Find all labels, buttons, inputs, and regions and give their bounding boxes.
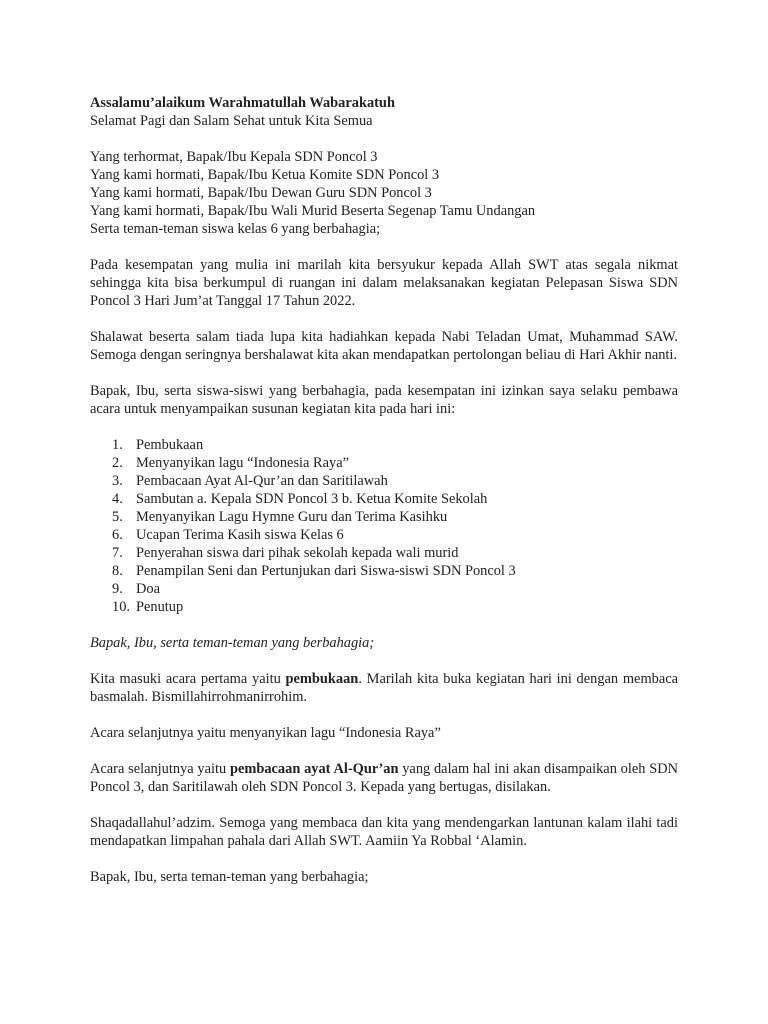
agenda-item-number: 2. <box>112 455 123 471</box>
agenda-item <box>90 544 678 562</box>
agenda-item <box>90 562 678 580</box>
agenda-item-text: Penyerahan siswa dari pihak sekolah kepada wali murid <box>136 545 459 561</box>
agenda-item-number: 5. <box>112 509 123 525</box>
agenda-item-number: 6. <box>112 527 123 543</box>
document-body <box>90 94 678 886</box>
agenda-item-number: 7. <box>112 545 123 561</box>
quran-text-before: Acara selanjutnya yaitu <box>90 761 230 777</box>
quran-text-after: yang dalam hal ini akan disampaikan oleh SDN Poncol 3, dan Saritilawah oleh SDN Poncol 3. Kepada yang bertugas, disilakan. <box>90 761 678 795</box>
opening-text-after: . Marilah kita buka kegiatan hari ini dengan membaca basmalah. Bismillahirrohmanirrohim. <box>90 671 678 705</box>
agenda-item-text: Doa <box>136 581 160 597</box>
quran-paragraph <box>90 760 678 796</box>
addressee-line: Yang kami hormati, Bapak/Ibu Dewan Guru SDN Poncol 3 <box>90 185 432 201</box>
agenda-item <box>90 490 678 508</box>
opening-highlight: pembukaan <box>285 671 359 687</box>
agenda-item <box>90 526 678 544</box>
agenda-item-text: Sambutan a. Kepala SDN Poncol 3 b. Ketua Komite Sekolah <box>136 491 488 507</box>
addressee-line: Serta teman-teman siswa kelas 6 yang berbahagia; <box>90 221 381 237</box>
closing-prayer-paragraph: Shaqadallahul’adzim. Semoga yang membaca dan kita yang mendengarkan lantunan kalam ilahi tadi mendapatkan limpahan pahala dari Allah SWT. Aamiin Ya Robbal ‘Alamin. <box>90 815 678 849</box>
agenda-item-number: 9. <box>112 581 123 597</box>
agenda-item-number: 4. <box>112 491 123 507</box>
agenda-item-number: 3. <box>112 473 123 489</box>
anthem-paragraph: Acara selanjutnya yaitu menyanyikan lagu “Indonesia Raya” <box>90 725 441 741</box>
agenda-item-text: Penutup <box>136 599 184 615</box>
agenda-item-text: Pembukaan <box>136 437 204 453</box>
agenda-item <box>90 436 678 454</box>
shalawat-paragraph: Shalawat beserta salam tiada lupa kita hadiahkan kepada Nabi Teladan Umat, Muhammad SAW. Semoga dengan seringnya bershalawat kita akan mendapatkan pertolongan beliau di Hari Akhir nanti. <box>90 329 678 363</box>
agenda-item <box>90 472 678 490</box>
opening-paragraph <box>90 670 678 706</box>
agenda-list <box>90 436 678 616</box>
agenda-item-text: Menyanyikan Lagu Hymne Guru dan Terima Kasihku <box>136 509 448 525</box>
addressee-line: Yang kami hormati, Bapak/Ibu Wali Murid Beserta Segenap Tamu Undangan <box>90 203 536 219</box>
agenda-item-text: Ucapan Terima Kasih siswa Kelas 6 <box>136 527 344 543</box>
addressee-line: Yang terhormat, Bapak/Ibu Kepala SDN Poncol 3 <box>90 149 378 165</box>
agenda-item <box>90 508 678 526</box>
agenda-item <box>90 598 678 616</box>
salam-heading: Assalamu’alaikum Warahmatullah Wabarakatuh <box>90 95 395 111</box>
agenda-item-text: Penampilan Seni dan Pertunjukan dari Siswa-siswi SDN Poncol 3 <box>136 563 516 579</box>
opening-text-before: Kita masuki acara pertama yaitu <box>90 671 286 687</box>
agenda-item-text: Menyanyikan lagu “Indonesia Raya” <box>136 455 349 471</box>
agenda-item-number: 10. <box>112 599 130 615</box>
agenda-item <box>90 454 678 472</box>
addressee-block <box>90 148 678 238</box>
agenda-item <box>90 580 678 598</box>
quran-highlight: pembacaan ayat Al-Qur’an <box>229 761 399 777</box>
final-address-line: Bapak, Ibu, serta teman-teman yang berbahagia; <box>90 869 369 885</box>
gratitude-paragraph: Pada kesempatan yang mulia ini marilah kita bersyukur kepada Allah SWT atas segala nikmat sehingga kita bisa berkumpul di ruangan ini dalam melaksanakan kegiatan Pelepasan Siswa SDN Poncol 3 Hari Jum’at Tanggal 17 Tahun 2022. <box>90 257 678 309</box>
addressee-line: Yang kami hormati, Bapak/Ibu Ketua Komite SDN Poncol 3 <box>90 167 440 183</box>
agenda-item-text: Pembacaan Ayat Al-Qur’an dan Saritilawah <box>136 473 388 489</box>
agenda-intro-paragraph: Bapak, Ibu, serta siswa-siswi yang berbahagia, pada kesempatan ini izinkan saya selaku pembawa acara untuk menyampaikan susunan kegiatan kita pada hari ini: <box>90 383 678 417</box>
agenda-item-number: 8. <box>112 563 123 579</box>
agenda-item-number: 1. <box>112 437 123 453</box>
welcome-line: Selamat Pagi dan Salam Sehat untuk Kita Semua <box>90 113 373 129</box>
address-italic-line: Bapak, Ibu, serta teman-teman yang berbahagia; <box>90 635 375 651</box>
